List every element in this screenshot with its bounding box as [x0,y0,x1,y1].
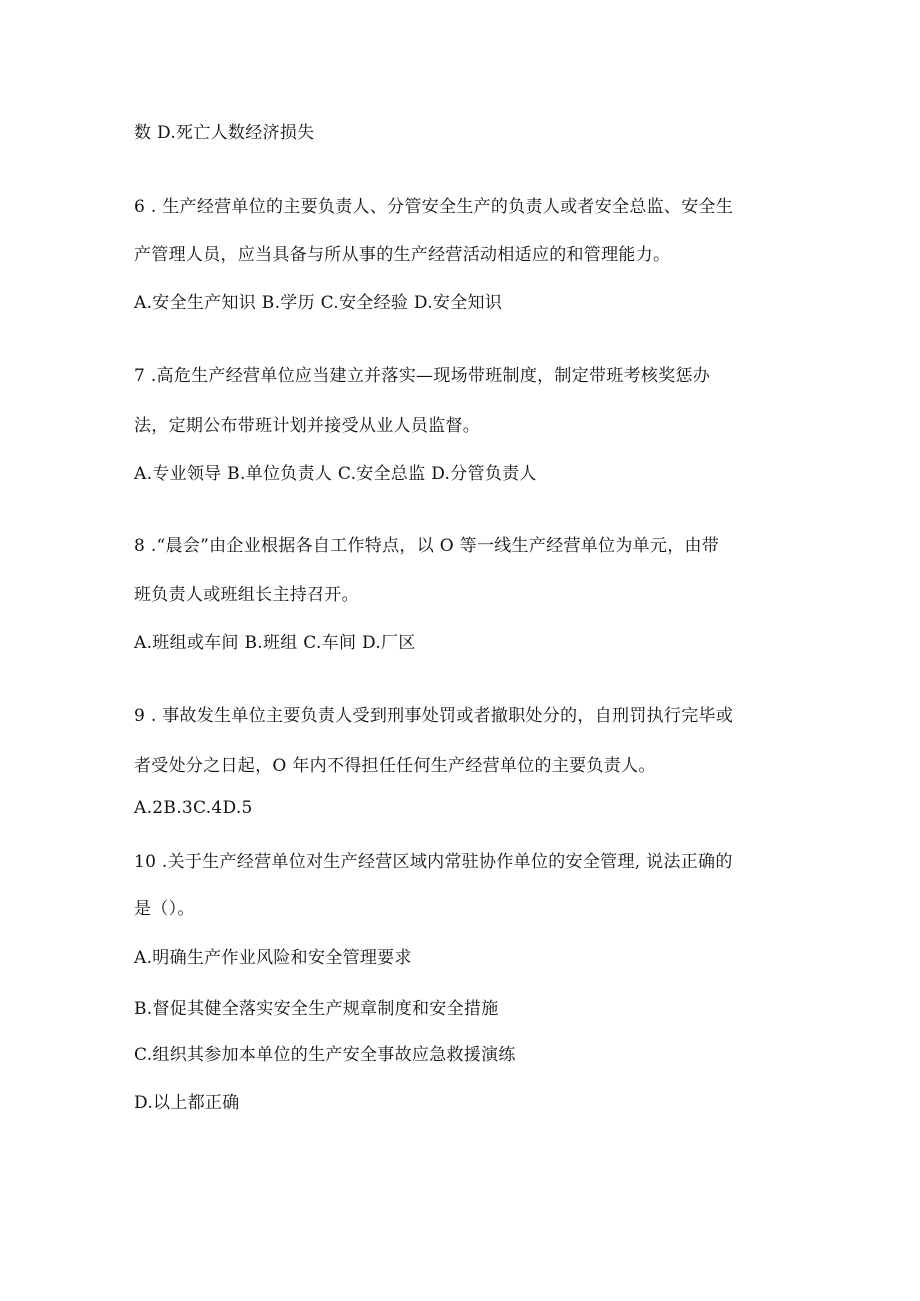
question-10-stem-cont: 是（）。 [134,899,195,919]
question-10-option-b: B.督促其健全落实安全生产规章制度和安全措施 [134,999,499,1019]
question-10-stem: 10 .关于生产经营单位对生产经营区域内常驻协作单位的安全管理, 说法正确的 [134,852,733,872]
question-7-stem: 7 .高危生产经营单位应当建立并落实—现场带班制度，制定带班考核奖惩办 [134,366,711,386]
question-8-options: A.班组或车间 B.班组 C.车间 D.厂区 [134,633,416,653]
question-7-options: A.专业领导 B.单位负责人 C.安全总监 D.分管负责人 [134,464,537,484]
question-7-stem-cont: 法，定期公布带班计划并接受从业人员监督。 [134,416,480,436]
question-9-options: A.2B.3C.4D.5 [134,798,253,818]
question-6-stem-cont: 产管理人员，应当具备与所从事的生产经营活动相适应的和管理能力。 [134,245,671,265]
question-8-stem: 8 .“晨会”由企业根据各自工作特点，以 O 等一线生产经营单位为单元，由带 [134,536,720,556]
question-9-stem: 9 . 事故发生单位主要负责人受到刑事处罚或者撤职处分的，自刑罚执行完毕或 [134,706,734,726]
question-8-stem-cont: 班负责人或班组长主持召开。 [134,585,359,605]
text-line: 数 D.死亡人数经济损失 [134,123,315,143]
question-6-stem: 6 . 生产经营单位的主要负责人、分管安全生产的负责人或者安全总监、安全生 [134,197,734,217]
question-9-stem-cont: 者受处分之日起，O 年内不得担任任何生产经营单位的主要负责人。 [134,756,656,776]
question-6-options: A.安全生产知识 B.学历 C.安全经验 D.安全知识 [134,293,503,313]
question-10-option-c: C.组织其参加本单位的生产安全事故应急救援演练 [134,1045,516,1065]
question-10-option-a: A.明确生产作业风险和安全管理要求 [134,948,412,968]
question-10-option-d: D.以上都正确 [134,1093,240,1113]
